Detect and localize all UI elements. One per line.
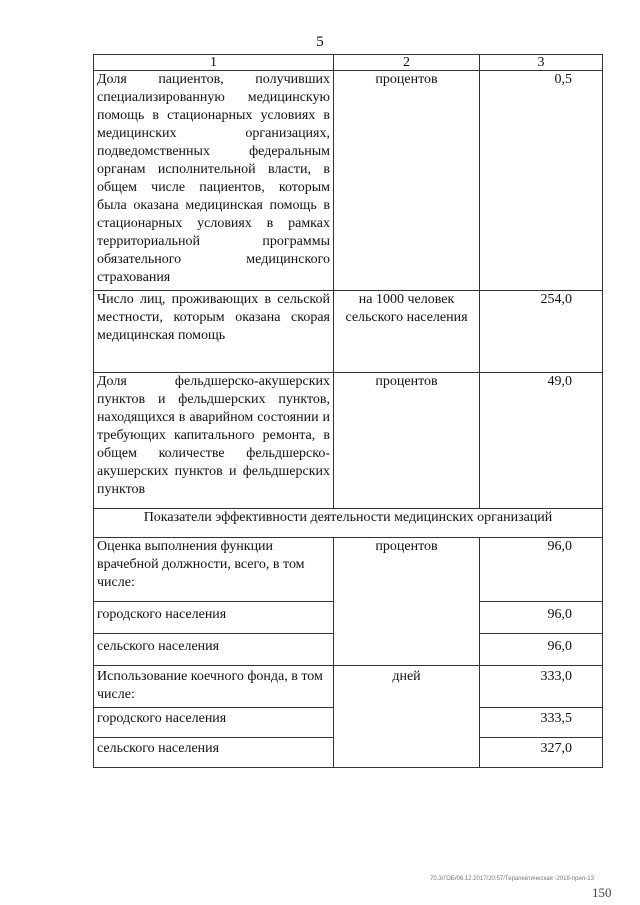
indicator-name: Оценка выполнения функции врачебной должности, всего, в том числе: [94, 538, 334, 602]
indicator-unit: процентов [334, 373, 480, 509]
indicator-value: 0,5 [480, 71, 603, 291]
subindicator-name: городского населения [94, 602, 334, 634]
indicator-name: Использование коечного фонда, в том числе: [94, 666, 334, 708]
section-title: Показатели эффективности деятельности медицинских организаций [94, 509, 603, 538]
column-header: 2 [334, 55, 480, 71]
subindicator-name: городского населения [94, 708, 334, 738]
indicator-unit: процентов [334, 71, 480, 291]
subindicator-value: 327,0 [480, 738, 603, 768]
indicator-name: Число лиц, проживающих в сельской местности, которым оказана скорая медицинская помощь [94, 291, 334, 373]
subindicator-value: 333,5 [480, 708, 603, 738]
indicator-name: Доля фельдшерско-акушерских пунктов и фельдшерских пунктов, находящихся в аварийном состоянии и требующих капитального ремонта, в общем количестве фельдшерско-акушерских пунктов и фельдшерских пунктов [94, 373, 334, 509]
indicator-value: 96,0 [480, 538, 603, 602]
table-header-row [94, 55, 603, 71]
subindicator-name: сельского населения [94, 634, 334, 666]
subindicator-value: 96,0 [480, 634, 603, 666]
subindicator-value: 96,0 [480, 602, 603, 634]
section-row [94, 509, 603, 538]
column-header: 3 [480, 55, 603, 71]
indicator-unit: на 1000 человек сельского населения [334, 291, 480, 373]
table-row [94, 373, 603, 509]
indicator-value: 333,0 [480, 666, 603, 708]
table-row [94, 71, 603, 291]
indicator-value: 254,0 [480, 291, 603, 373]
page-number: 5 [316, 34, 324, 50]
table-row [94, 538, 603, 602]
indicator-unit: дней [334, 666, 480, 768]
column-header: 1 [94, 55, 334, 71]
indicator-value: 49,0 [480, 373, 603, 509]
subindicator-name: сельского населения [94, 738, 334, 768]
footer-stamp: 70.3/ГОБ/06.12.2017/20:57/Терапевтическая -2018-прил-13 [430, 876, 594, 882]
table-row [94, 291, 603, 373]
indicators-table [93, 54, 603, 768]
indicator-unit: процентов [334, 538, 480, 666]
table-row [94, 666, 603, 708]
indicator-name: Доля пациентов, получивших специализированную медицинскую помощь в стационарных условиях в медицинских организациях, подведомственных федеральным органам исполнительной власти, в общем числе пациентов, которым была оказана медицинская помощь в стационарных условиях в рамках территориальной программы обязательного медицинского страхования [94, 71, 334, 291]
corner-number: 150 [592, 885, 612, 900]
